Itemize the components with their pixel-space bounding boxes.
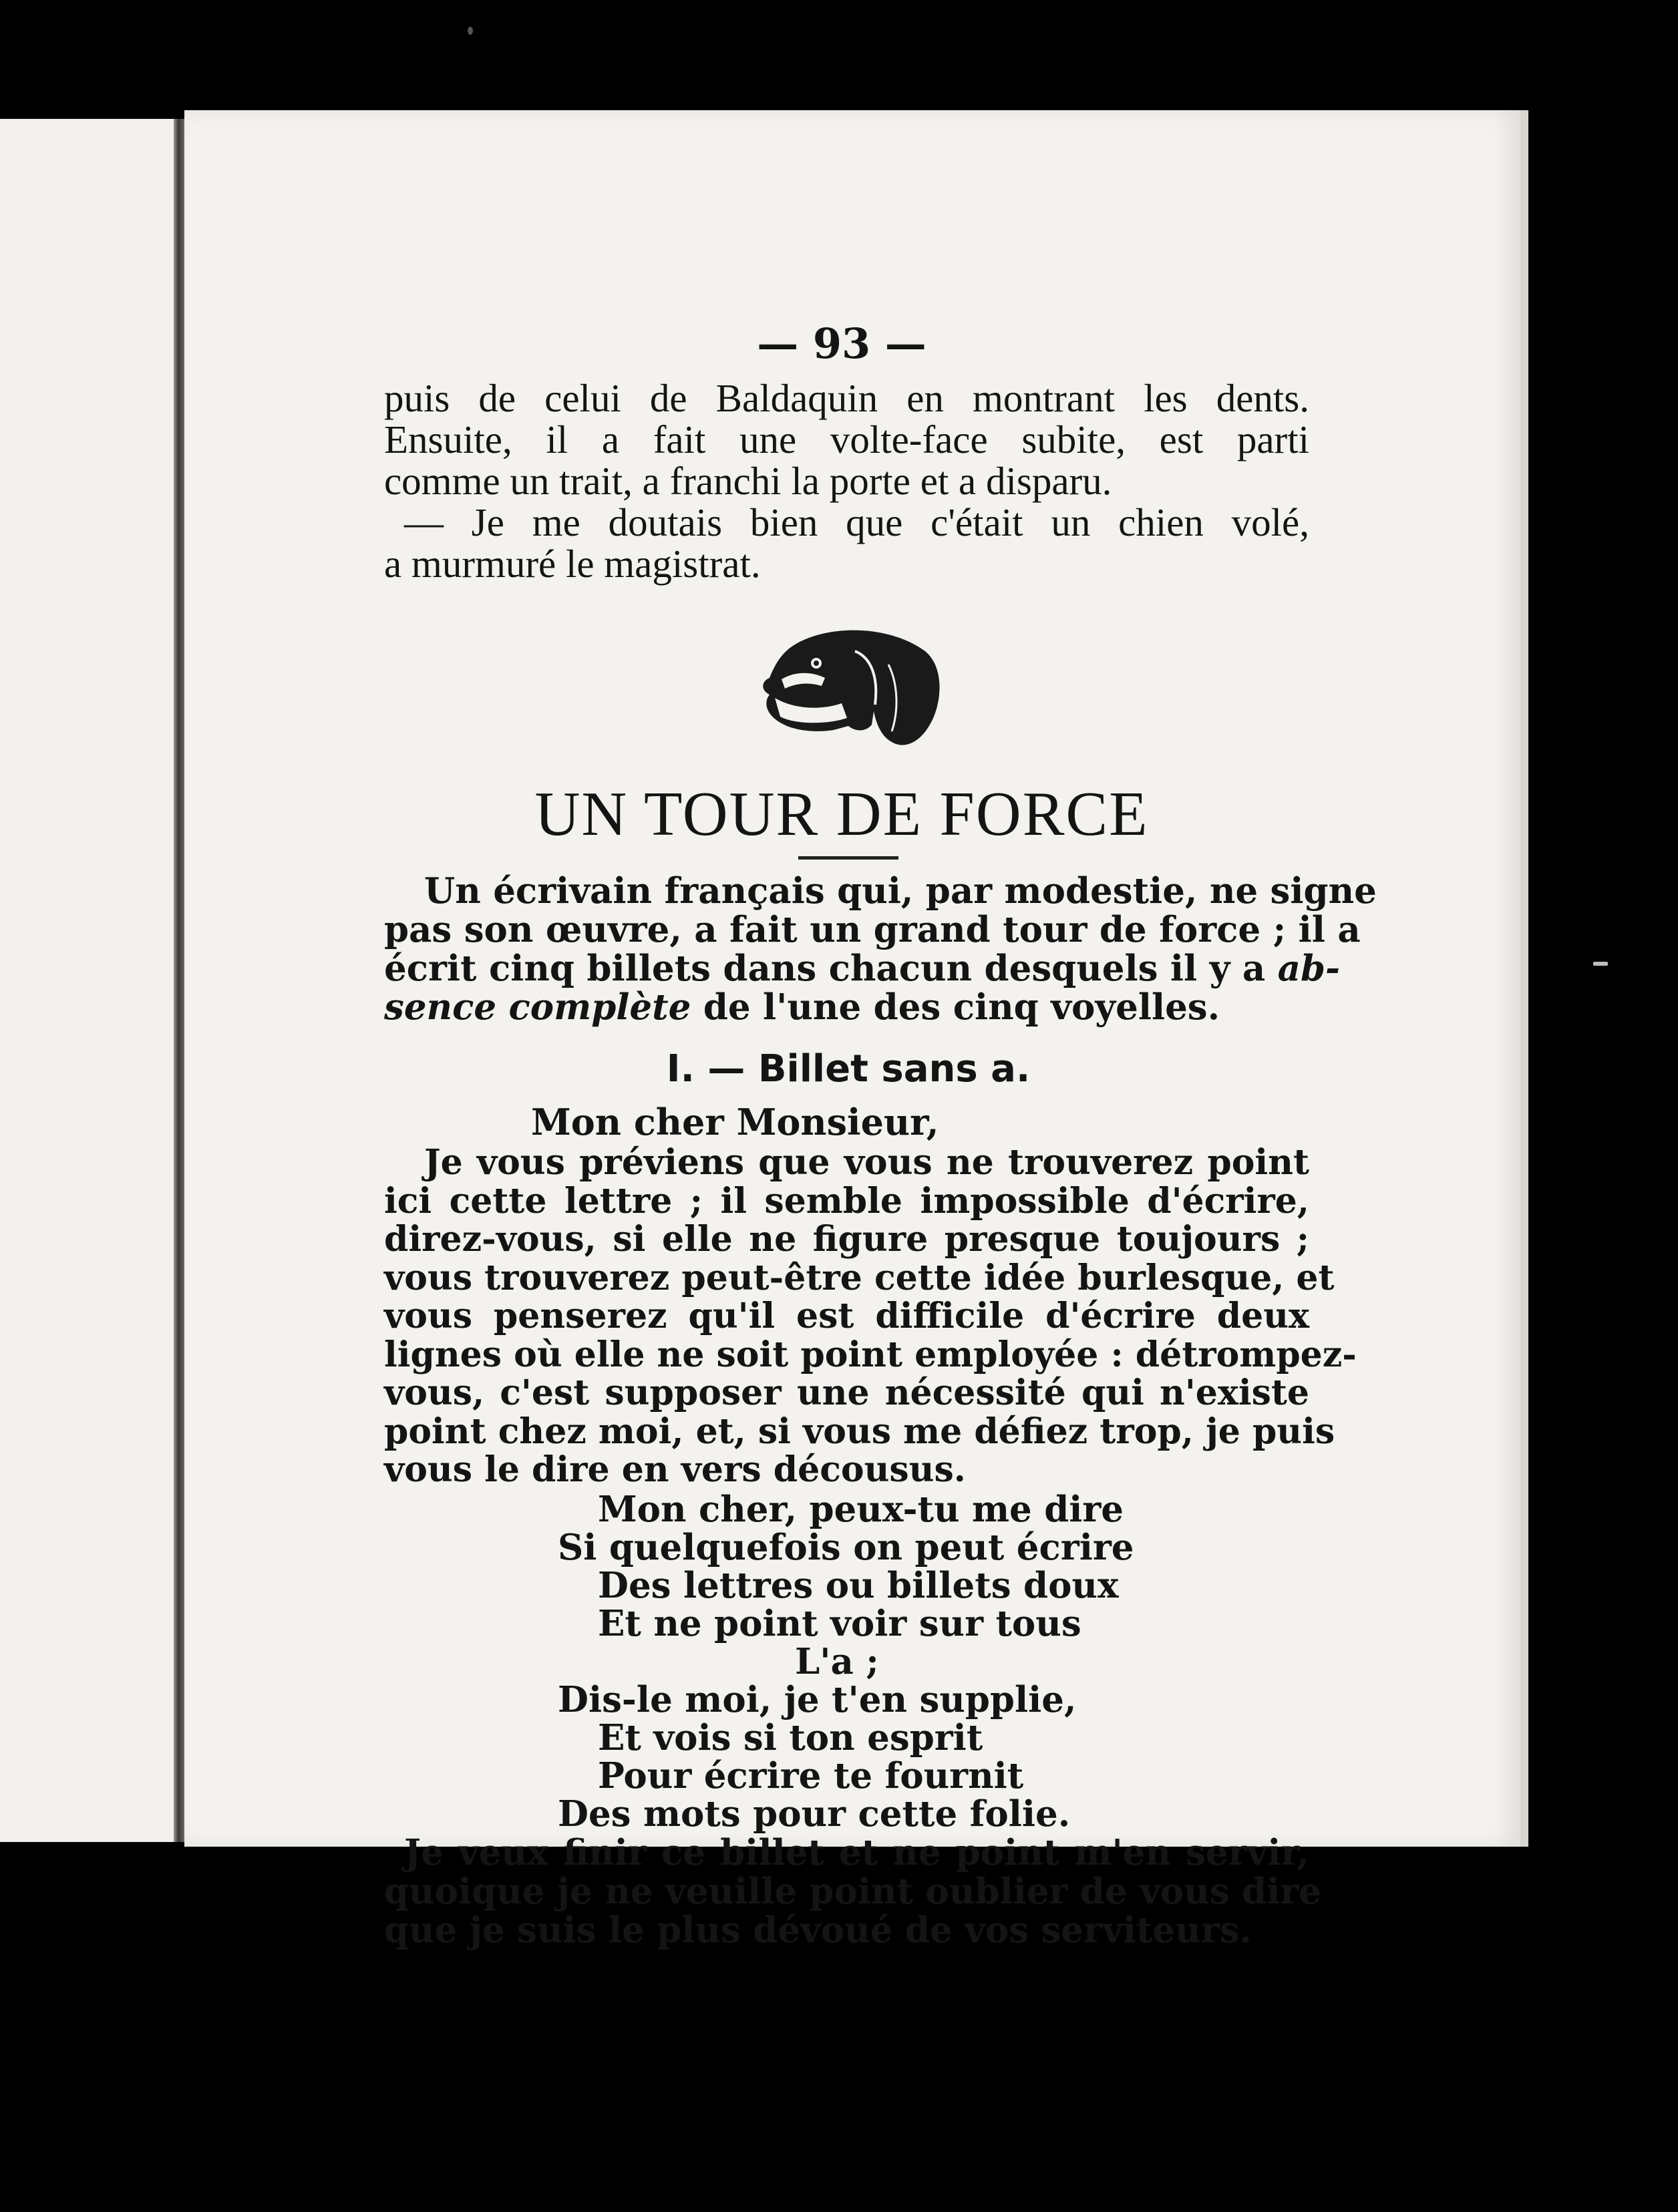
- poem-line: Et vois si ton esprit: [598, 1717, 983, 1759]
- poem-line: Des mots pour cette folie.: [558, 1793, 1071, 1835]
- text-line: comme un trait, a franchi la porte et a disparu.: [384, 459, 1112, 503]
- opening-paragraph: [384, 377, 1309, 584]
- poem-line: Pour écrire te fournit: [598, 1755, 1024, 1797]
- facing-page-edge: [0, 119, 184, 1842]
- text-line: — Je me doutais bien que c'était un chien volé,: [404, 500, 1309, 544]
- text-line: vous penserez qu'il est difficile d'écrire deux: [384, 1296, 1309, 1336]
- poem-line: Si quelquefois on peut écrire: [558, 1527, 1134, 1568]
- poem-line: L'a ;: [795, 1641, 879, 1682]
- intro-paragraph: [384, 870, 1377, 1028]
- text-line: vous le dire en vers décousus.: [384, 1449, 966, 1490]
- text-line: puis de celui de Baldaquin en montrant les dents.: [384, 376, 1309, 420]
- dog-head-illustration: [755, 624, 949, 751]
- text-line: vous trouverez peut-être cette idée burlesque, et: [384, 1257, 1335, 1298]
- text-line: [384, 948, 1341, 989]
- text-line: ici cette lettre ; il semble impossible d'écrire,: [384, 1180, 1309, 1222]
- text-line: a murmuré le magistrat.: [384, 542, 761, 586]
- text-fragment: écrit cinq billets dans chacun desquels il y a: [384, 948, 1266, 989]
- poem-line: Des lettres ou billets doux: [598, 1565, 1119, 1606]
- italic-text: ab-: [1277, 948, 1341, 989]
- text-line: lignes où elle ne soit point employée : détrompez-: [384, 1334, 1357, 1375]
- text-line: Un écrivain français qui, par modestie, ne signe: [424, 870, 1377, 912]
- text-line: Je vous préviens que vous ne trouverez point: [424, 1142, 1309, 1183]
- text-line: Je veux finir ce billet et ne point m'en servir,: [404, 1832, 1309, 1873]
- poem: [558, 1491, 1159, 1833]
- chapter-title: UN TOUR DE FORCE: [534, 779, 1149, 849]
- page-edge: [1520, 110, 1528, 1847]
- scan-speck: [1593, 962, 1608, 966]
- italic-text: sence complète: [384, 986, 691, 1028]
- text-line: [384, 988, 1309, 1027]
- text-fragment: de l'une des cinq voyelles.: [703, 986, 1220, 1028]
- poem-line: Et ne point voir sur tous: [598, 1603, 1081, 1644]
- book-gutter: [174, 119, 184, 1842]
- text-line: pas son œuvre, a fait un grand tour de force ; il a: [384, 909, 1361, 950]
- text-line: direz-vous, si elle ne figure presque toujours ;: [384, 1219, 1309, 1260]
- title-rule: [798, 856, 898, 860]
- poem-line: Dis-le moi, je t'en supplie,: [558, 1679, 1077, 1720]
- section-heading: I. — Billet sans a.: [666, 1047, 1031, 1091]
- page-number: — 93 —: [757, 319, 927, 368]
- letter-body: [384, 1142, 1357, 1490]
- text-line: point chez moi, et, si vous me défiez trop, je puis: [384, 1411, 1335, 1452]
- poem-line: Mon cher, peux-tu me dire: [598, 1489, 1124, 1530]
- text-line: que je suis le plus dévoué de vos serviteurs.: [384, 1909, 1252, 1951]
- text-line: vous, c'est supposer une nécessité qui n'existe: [384, 1372, 1309, 1413]
- closing-paragraph: [384, 1832, 1321, 1951]
- text-line: quoique je ne veuille point oublier de vous dire: [384, 1871, 1321, 1912]
- scan-speck: [468, 27, 473, 35]
- letter-salutation: Mon cher Monsieur,: [531, 1101, 939, 1143]
- text-line: Ensuite, il a fait une volte-face subite, est parti: [384, 417, 1309, 462]
